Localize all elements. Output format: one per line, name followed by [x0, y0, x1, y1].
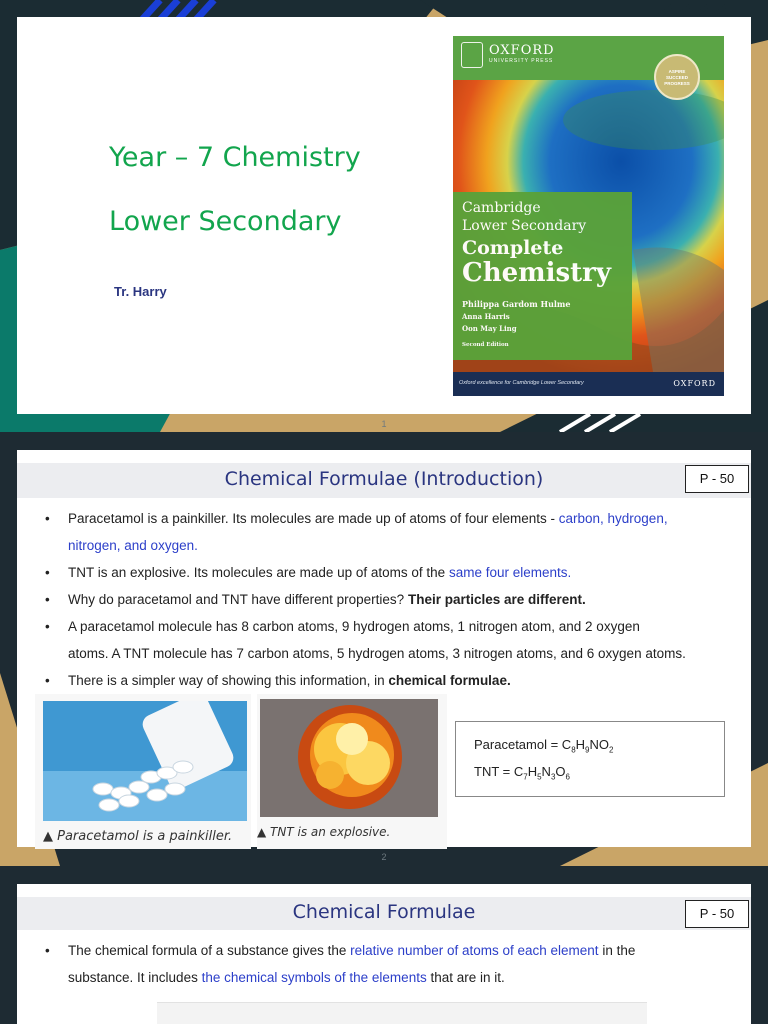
- bullet-dot: •: [45, 943, 50, 958]
- cover-line3: Complete: [462, 237, 564, 259]
- cover-footer: [453, 372, 724, 396]
- cover-title-panel: [453, 192, 632, 360]
- formula-label: TNT =: [474, 764, 514, 779]
- bullet-text: substance. It includes: [68, 970, 198, 985]
- atom-count: 6: [565, 772, 570, 782]
- tnt-photo-card: [257, 694, 447, 849]
- formula-label: Paracetamol =: [474, 737, 562, 752]
- caption-paracetamol: ▲ Paracetamol is a painkiller.: [43, 829, 233, 844]
- atom-count: 9: [585, 745, 590, 755]
- oxford-crest-icon: [461, 42, 483, 68]
- element-symbol: O: [555, 764, 566, 779]
- formula-paracetamol-value: [561, 737, 614, 755]
- highlight-text: same four elements.: [448, 565, 572, 580]
- cover-publisher: OXFORD: [489, 43, 555, 58]
- bullet-text: Why do paracetamol and TNT have different properties?: [68, 592, 405, 607]
- slide-title-line1: Year – 7 Chemistry: [109, 142, 361, 173]
- paracetamol-image: [43, 701, 247, 821]
- element-symbol: N: [541, 764, 551, 779]
- atom-count: 8: [571, 745, 576, 755]
- bullet-paracetamol: [45, 505, 725, 559]
- page-number: 2: [381, 852, 387, 862]
- highlight-text: the chemical symbols of the elements: [201, 970, 427, 985]
- highlight-text: carbon, hydrogen,: [558, 511, 668, 526]
- bullet-simpler: [45, 667, 725, 694]
- bullet-dot: •: [45, 592, 50, 607]
- bold-text: chemical formulae.: [388, 673, 511, 688]
- element-symbol: NO: [589, 737, 609, 752]
- bullet-dot: •: [45, 619, 50, 634]
- slide-3: [0, 867, 768, 1024]
- cover-author2: Anna Harris: [462, 312, 510, 321]
- cover-line4: Chemistry: [462, 258, 611, 288]
- bullet-dot: •: [45, 673, 50, 688]
- bullet-question: [45, 586, 725, 613]
- bullet-text: that are in it.: [430, 970, 505, 985]
- formula-box: [455, 721, 725, 797]
- bullet-text: in the: [602, 943, 636, 958]
- seal-line1: ASPIRE: [668, 69, 686, 74]
- slide-2-card: [17, 450, 751, 847]
- bullet-definition: [45, 937, 725, 991]
- atom-count: 2: [608, 745, 614, 755]
- formula-tnt: [474, 764, 570, 782]
- atom-count: 3: [550, 772, 556, 782]
- element-symbol: H: [575, 737, 586, 752]
- cover-publisher-sub: UNIVERSITY PRESS: [489, 58, 554, 64]
- cover-author1: Philippa Gardom Hulme: [462, 299, 571, 309]
- slide-2: [0, 433, 768, 866]
- cover-tagline: Oxford excellence for Cambridge Lower Secondary: [459, 380, 584, 386]
- cover-line1: Cambridge: [462, 200, 541, 216]
- teacher-name: Tr. Harry: [114, 284, 167, 299]
- cover-edition: Second Edition: [462, 342, 509, 348]
- bullet-dot: •: [45, 511, 50, 526]
- bullet-dot: •: [45, 565, 50, 580]
- bullet-text: atoms. A TNT molecule has 7 carbon atoms, 5 hydrogen atoms, 3 nitrogen atoms, and 6 oxygen atoms.: [68, 646, 686, 661]
- formula-tnt-value: [513, 764, 570, 782]
- element-symbol: C: [561, 737, 572, 752]
- table-placeholder: [157, 1002, 647, 1024]
- bullet-tnt: [45, 559, 725, 586]
- slide-3-card: [17, 884, 751, 1024]
- page-reference: P - 50: [685, 465, 749, 493]
- cover-brand: OXFORD: [673, 379, 716, 388]
- slide-2-title: Chemical Formulae (Introduction): [17, 463, 751, 498]
- bold-text: Their particles are different.: [407, 592, 586, 607]
- bullet-text: TNT is an explosive. Its molecules are made up of atoms of the: [68, 565, 446, 580]
- slide-3-title: Chemical Formulae: [17, 897, 751, 930]
- bullet-atoms: [45, 613, 725, 667]
- element-symbol: H: [527, 764, 538, 779]
- cover-seal: [654, 54, 700, 100]
- seal-line3: PROGRESS: [664, 81, 690, 86]
- cover-line2: Lower Secondary: [462, 218, 587, 234]
- atom-count: 7: [523, 772, 528, 782]
- slide-1: [0, 0, 768, 432]
- bullet-text: There is a simpler way of showing this information, in: [68, 673, 385, 688]
- cover-author3: Oon May Ling: [462, 324, 517, 333]
- page-reference: P - 50: [685, 900, 749, 928]
- book-cover: [453, 36, 724, 396]
- formula-paracetamol: [474, 737, 613, 755]
- explosion-image: [260, 699, 438, 817]
- element-symbol: C: [513, 764, 524, 779]
- caption-tnt: ▲ TNT is an explosive.: [257, 825, 391, 839]
- bullet-text: Paracetamol is a painkiller. Its molecules are made up of atoms of four elements -: [68, 511, 555, 526]
- page-number: 1: [381, 419, 387, 429]
- atom-count: 5: [537, 772, 542, 782]
- highlight-text: relative number of atoms of each element: [350, 943, 599, 958]
- bullet-text: A paracetamol molecule has 8 carbon atoms, 9 hydrogen atoms, 1 nitrogen atom, and 2 oxygen: [68, 619, 640, 634]
- bullet-text: The chemical formula of a substance gives the: [68, 943, 347, 958]
- slide-title-line2: Lower Secondary: [109, 206, 342, 237]
- paracetamol-photo-card: [35, 694, 251, 849]
- highlight-text: nitrogen, and oxygen.: [68, 538, 198, 553]
- seal-line2: SUCCEED: [665, 75, 688, 80]
